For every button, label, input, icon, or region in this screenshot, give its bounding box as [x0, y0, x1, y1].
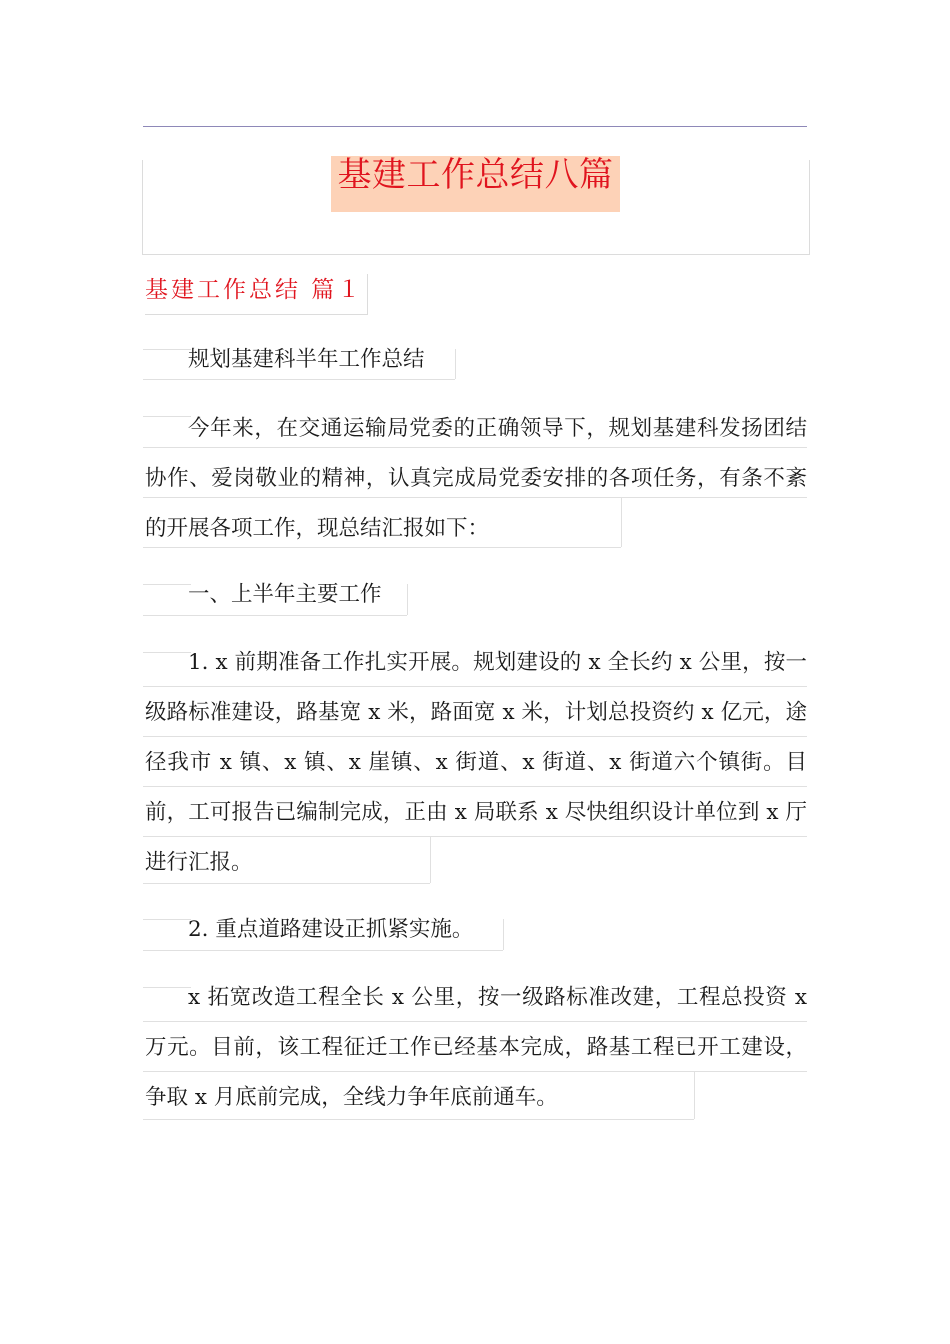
paragraph-underline — [143, 836, 807, 837]
paragraph-overline — [143, 987, 191, 988]
paragraph-section-one: 一、上半年主要工作 — [188, 582, 382, 607]
paragraph-underline — [143, 447, 807, 448]
paragraph-overline — [143, 349, 191, 350]
paragraph-underline — [143, 547, 621, 548]
paragraph-overline — [143, 919, 191, 920]
paragraph-item-one: 1. x 前期准备工作扎实开展。规划建设的 x 全长约 x 公里，按一级路标准建设，路基宽 x 米，路面宽 x 米，计划总投资约 x 亿元，途径我市 x 镇、x 镇、x 崖镇、x 街道、x 街道、x 街道六个镇街。目前，工可报告已编制完成，正由 x 局联系 x 尽快组织设计单位到 x 厅进行汇报。 — [145, 650, 807, 875]
paragraph-underline — [143, 379, 455, 380]
paragraph-underline — [143, 1119, 694, 1120]
section-heading: 基建工作总结 篇１ — [145, 274, 368, 315]
paragraph-underline — [143, 1071, 807, 1072]
paragraph-intro: 今年来，在交通运输局党委的正确领导下，规划基建科发扬团结协作、爱岗敬业的精神，认真完成局党委安排的各项任务，有条不紊的开展各项工作，现总结汇报如下： — [145, 416, 807, 541]
paragraph-underline — [143, 950, 503, 951]
paragraph-edge — [407, 584, 408, 615]
paragraph-underline — [143, 686, 807, 687]
paragraph-underline — [143, 497, 807, 498]
paragraph-item-two: 2. 重点道路建设正抓紧实施。 — [188, 917, 474, 942]
paragraph-edge — [694, 1071, 695, 1119]
paragraph-overline — [143, 416, 191, 417]
paragraph-underline — [143, 736, 807, 737]
paragraph-overline — [143, 652, 191, 653]
paragraph-edge — [503, 919, 504, 950]
paragraph-edge — [621, 497, 622, 547]
paragraph-underline — [143, 1021, 807, 1022]
paragraph-edge — [455, 349, 456, 379]
paragraph-underline — [143, 615, 407, 616]
top-divider — [143, 126, 807, 127]
paragraph-underline — [143, 786, 807, 787]
paragraph-item-two-detail: x 拓宽改造工程全长 x 公里，按一级路标准改建，工程总投资 x 万元。目前，该工程征迁工作已经基本完成，路基工程已开工建设，争取 x 月底前完成，全线力争年底前通车。 — [145, 985, 807, 1110]
paragraph-underline — [143, 883, 430, 884]
paragraph-edge — [430, 836, 431, 883]
paragraph-overline — [143, 584, 191, 585]
document-title: 基建工作总结八篇 — [331, 156, 620, 212]
paragraph-subtitle: 规划基建科半年工作总结 — [188, 347, 425, 372]
